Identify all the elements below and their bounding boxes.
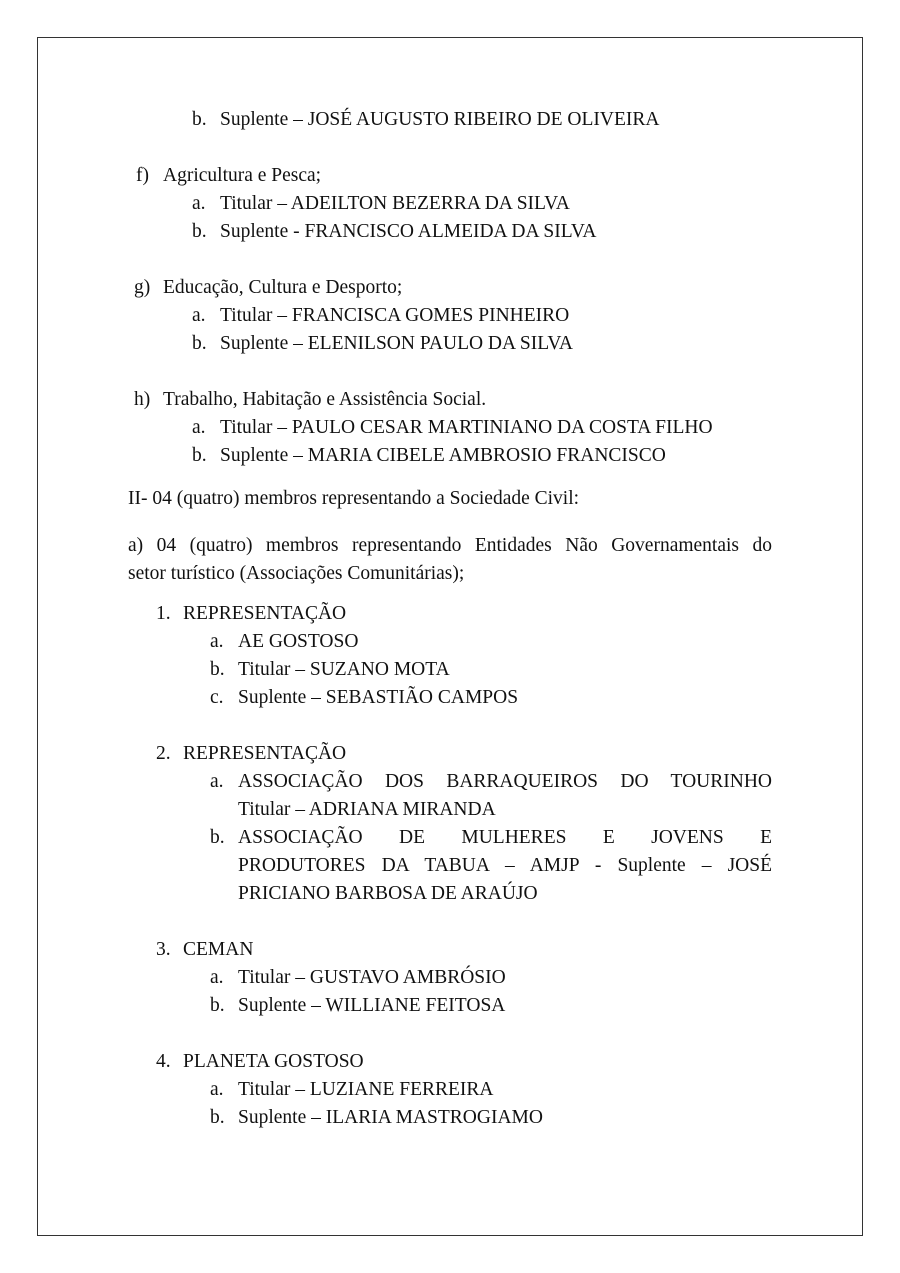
item-text: Titular – SUZANO MOTA — [238, 659, 450, 680]
rep-title: CEMAN — [183, 939, 254, 960]
section-marker: f) — [136, 165, 149, 186]
item-marker: b. — [210, 659, 225, 680]
section-marker: h) — [134, 389, 151, 410]
item-marker: b. — [192, 445, 207, 466]
item-text: Suplente – ILARIA MASTROGIAMO — [238, 1107, 543, 1128]
rep-marker: 4. — [156, 1051, 171, 1072]
item-marker: a. — [210, 771, 224, 792]
item-text: ASSOCIAÇÃO DE MULHERES E JOVENS E — [238, 827, 772, 848]
item-marker: b. — [192, 109, 207, 130]
item-marker: b. — [210, 995, 225, 1016]
item-marker: a. — [210, 1079, 224, 1100]
section-title: Agricultura e Pesca; — [163, 165, 322, 186]
civil-heading: II- 04 (quatro) membros representando a Sociedade Civil: — [128, 488, 580, 509]
item-marker: a. — [192, 417, 206, 438]
item-text: Titular – GUSTAVO AMBRÓSIO — [238, 967, 506, 988]
item-text: PRICIANO BARBOSA DE ARAÚJO — [238, 883, 538, 904]
item-marker: b. — [192, 333, 207, 354]
item-marker: a. — [210, 631, 224, 652]
rep-marker: 1. — [156, 603, 171, 624]
rep-marker: 2. — [156, 743, 171, 764]
item-marker: b. — [210, 827, 225, 848]
rep-marker: 3. — [156, 939, 171, 960]
paragraph-line: setor turístico (Associações Comunitárias); — [128, 563, 465, 584]
item-text: PRODUTORES DA TABUA – AMJP - Suplente – JOSÉ — [238, 855, 772, 876]
item-text: Titular – ADRIANA MIRANDA — [238, 799, 496, 820]
item-marker: a. — [192, 305, 206, 326]
item-text: AE GOSTOSO — [238, 631, 359, 652]
item-marker: a. — [210, 967, 224, 988]
item-text: Suplente - FRANCISCO ALMEIDA DA SILVA — [220, 221, 597, 242]
item-text: Suplente – ELENILSON PAULO DA SILVA — [220, 333, 574, 354]
item-text: Titular – LUZIANE FERREIRA — [238, 1079, 494, 1100]
item-text: Titular – PAULO CESAR MARTINIANO DA COSTA FILHO — [220, 417, 713, 438]
paragraph-line: a) 04 (quatro) membros representando Entidades Não Governamentais do — [128, 535, 772, 556]
item-text: Suplente – WILLIANE FEITOSA — [238, 995, 506, 1016]
item-text: Suplente – SEBASTIÃO CAMPOS — [238, 687, 519, 708]
item-text: ASSOCIAÇÃO DOS BARRAQUEIROS DO TOURINHO — [238, 771, 772, 792]
section-title: Educação, Cultura e Desporto; — [163, 277, 403, 298]
item-text: Suplente – MARIA CIBELE AMBROSIO FRANCISCO — [220, 445, 666, 466]
rep-title: REPRESENTAÇÃO — [183, 603, 347, 624]
section-title: Trabalho, Habitação e Assistência Social. — [163, 389, 487, 410]
rep-title: PLANETA GOSTOSO — [183, 1051, 364, 1072]
section-marker: g) — [134, 277, 151, 298]
item-marker: a. — [192, 193, 206, 214]
rep-title: REPRESENTAÇÃO — [183, 743, 347, 764]
item-marker: b. — [192, 221, 207, 242]
item-marker: c. — [210, 687, 224, 708]
item-text: Suplente – JOSÉ AUGUSTO RIBEIRO DE OLIVEIRA — [220, 109, 660, 130]
item-text: Titular – FRANCISCA GOMES PINHEIRO — [220, 305, 570, 326]
item-text: Titular – ADEILTON BEZERRA DA SILVA — [220, 193, 570, 214]
item-marker: b. — [210, 1107, 225, 1128]
